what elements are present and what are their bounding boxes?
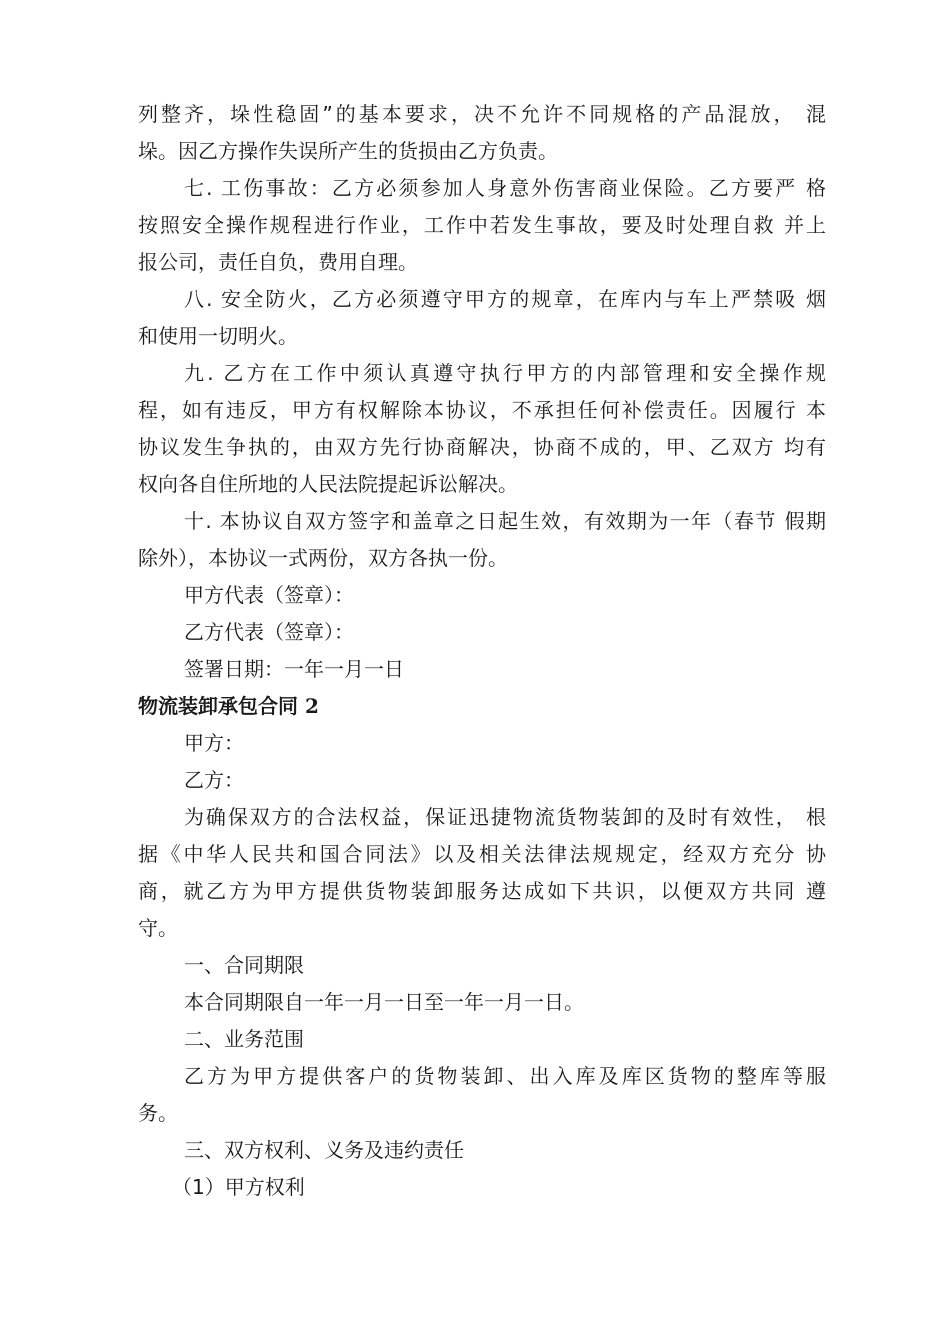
text-line: 报公司，责任自负，费用自理。 [138,250,418,274]
text-line: 本合同期限自一年一月一日至一年一月一日。 [184,990,584,1014]
text-line: 协议发生争执的，由双方先行协商解决，协商不成的，甲、乙双方 均有 [138,435,826,459]
text-line: （1）甲方权利 [172,1175,305,1199]
text-line: 据《中华人民共和国合同法》以及相关法律法规规定，经双方充分 协 [138,842,826,866]
text-line: 七. 工伤事故：乙方必须参加人身意外伤害商业保险。乙方要严 格 [184,176,826,200]
text-line: 甲方代表（签章）： [184,583,354,607]
text-line: 和使用一切明火。 [138,324,298,348]
text-line: 八. 安全防火，乙方必须遵守甲方的规章，在库内与车上严禁吸 烟 [184,287,826,311]
text-line: 权向各自住所地的人民法院提起诉讼解决。 [138,472,518,496]
text-line: 列整齐，垛性稳固”的基本要求，决不允许不同规格的产品混放， 混 [138,102,826,126]
text-line: 守。 [138,916,178,940]
text-line: 九. 乙方在工作中须认真遵守执行甲方的内部管理和安全操作规 [184,361,826,385]
text-line: 垛。因乙方操作失误所产生的货损由乙方负责。 [138,139,558,163]
text-line: 签署日期：一年一月一日 [184,657,404,681]
text-line: 为确保双方的合法权益，保证迅捷物流货物装卸的及时有效性， 根 [184,805,826,829]
text-line: 程，如有违反，甲方有权解除本协议，不承担任何补偿责任。因履行 本 [138,398,826,422]
document-page [138,96,826,1206]
text-line: 十. 本协议自双方签字和盖章之日起生效，有效期为一年（春节 假期 [184,509,826,533]
text-line: 乙方： [184,768,244,792]
section-title: 物流装卸承包合同 2 [138,694,319,718]
text-line: 甲方： [184,731,244,755]
text-line: 除外），本协议一式两份，双方各执一份。 [138,546,508,570]
document-body-part2 [138,725,826,1206]
document-body-part1 [138,96,826,688]
text-line: 商，就乙方为甲方提供货物装卸服务达成如下共识，以便双方共同 遵 [138,879,826,903]
text-line: 三、双方权利、义务及违约责任 [184,1138,464,1162]
text-line: 乙方代表（签章）： [184,620,354,644]
text-line: 按照安全操作规程进行作业，工作中若发生事故，要及时处理自救 并上 [138,213,826,237]
text-line: 二、业务范围 [184,1027,304,1051]
text-line: 务。 [138,1101,178,1125]
text-line: 乙方为甲方提供客户的货物装卸、出入库及库区货物的整库等服 [184,1064,826,1088]
text-line: 一、合同期限 [184,953,304,977]
